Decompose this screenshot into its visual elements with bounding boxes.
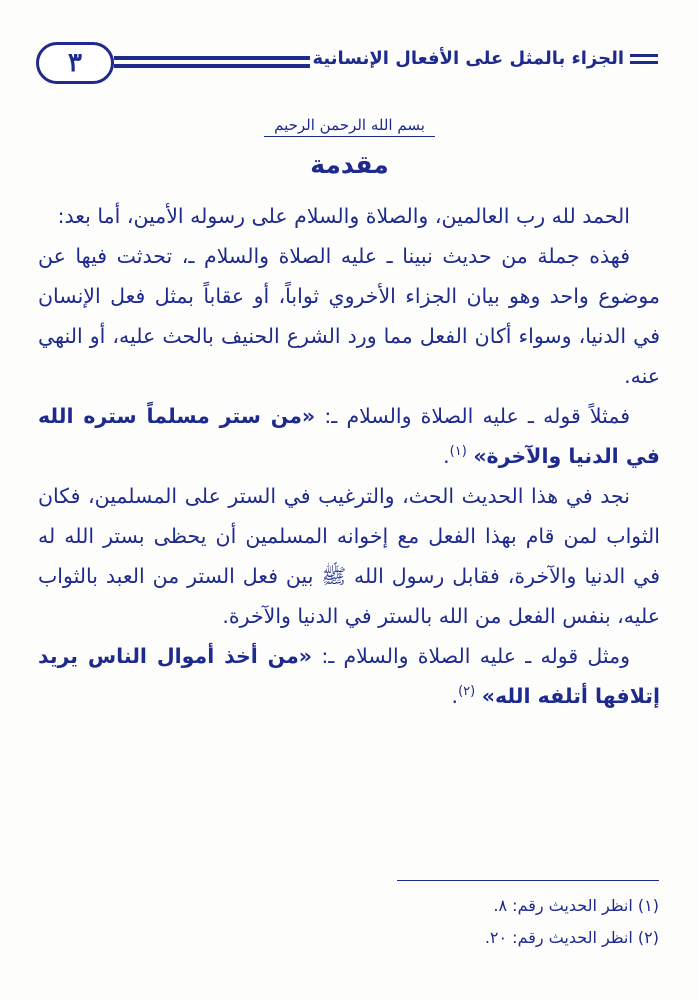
header-rule — [114, 56, 310, 60]
header-rule — [114, 64, 310, 68]
hadith-quote: «من ستر مسلماً ستره الله في الدنيا والآخرة» — [38, 404, 660, 468]
running-title: الجزاء بالمثل على الأفعال الإنسانية — [312, 48, 624, 69]
footnote: (١) انظر الحديث رقم: ٨. — [493, 896, 659, 915]
paragraph-intro: فمثلاً قوله ـ عليه الصلاة والسلام ـ: — [324, 404, 630, 428]
paragraph: فهذه جملة من حديث نبينا ـ عليه الصلاة والسلام ـ، تحدثت فيها عن موضوع واحد وهو بيان الجزاء الأخروي ثواباً، أو عقاباً بمثل فعل الإنسان في الدنيا، وسواء أكان الفعل مما ورد الشرع الحنيف بالحث عليه، أو النهي عنه. — [38, 244, 660, 388]
footnote-ref: (١) — [449, 444, 467, 460]
page-number: ٣ — [36, 42, 114, 84]
paragraph-end: . — [451, 684, 459, 708]
footnote: (٢) انظر الحديث رقم: ٢٠. — [484, 928, 659, 947]
header-ornament — [630, 54, 658, 68]
paragraph — [38, 636, 660, 716]
hadith-quote: «من أخذ أموال الناس يريد إتلافها أتلفه الله» — [38, 644, 660, 708]
paragraph: الحمد لله رب العالمين، والصلاة والسلام على رسوله الأمين، أما بعد: — [57, 204, 630, 228]
page-header — [36, 40, 658, 88]
footnote-divider — [397, 880, 659, 881]
body-text — [38, 196, 660, 716]
basmala — [0, 116, 699, 137]
paragraph — [38, 396, 660, 476]
paragraph: نجد في هذا الحديث الحث، والترغيب في الستر على المسلمين، فكان الثواب لمن قام بهذا الفعل مع إخوانه المسلمين أن يحظى بستر الله له في الدنيا والآخرة، فقابل رسول الله ﷺ بين فعل الستر من العبد بالثواب عليه، بنفس الفعل من الله بالستر في الدنيا والآخرة. — [38, 484, 660, 628]
paragraph-intro: ومثل قوله ـ عليه الصلاة والسلام ـ: — [321, 644, 630, 668]
section-heading: مقدمة — [310, 150, 389, 179]
paragraph-end: . — [443, 444, 450, 468]
basmala-text: بسم الله الرحمن الرحيم — [264, 116, 435, 137]
footnote-ref: (٢) — [458, 684, 476, 700]
footnotes — [259, 890, 659, 954]
